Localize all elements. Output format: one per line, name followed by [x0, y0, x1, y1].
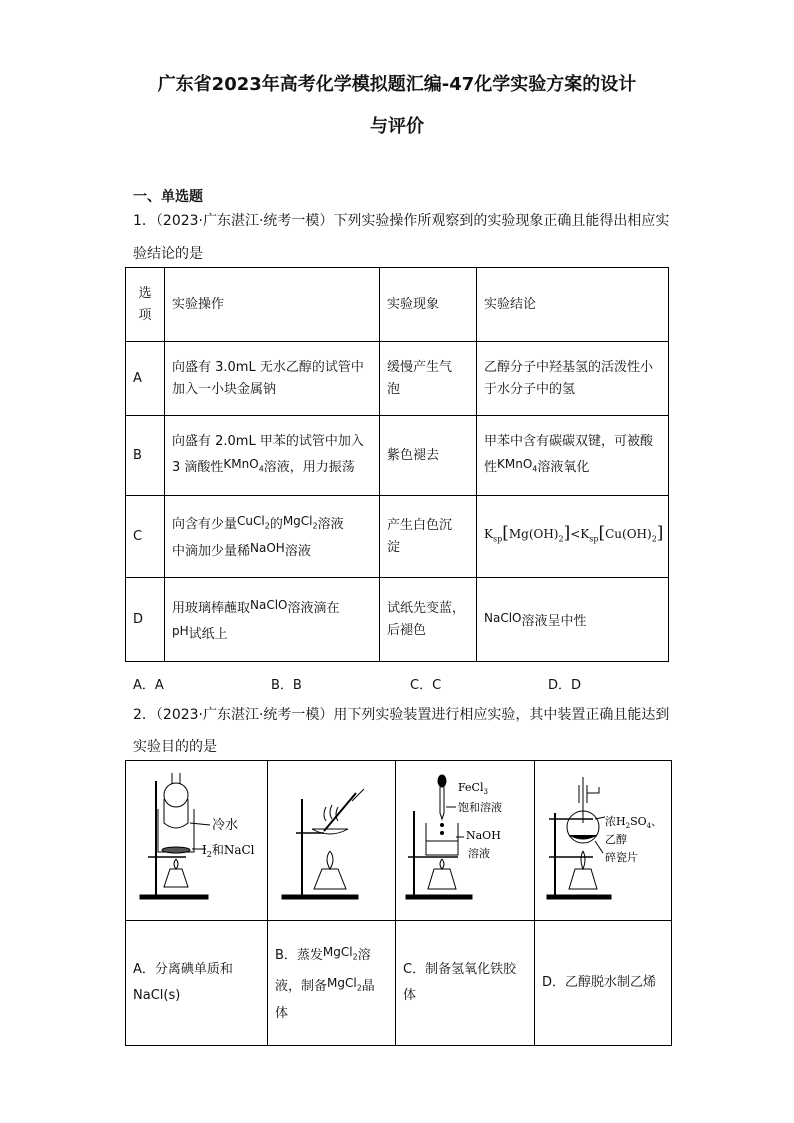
doc-title-line-1: 广东省2023年高考化学模拟题汇编-47化学实验方案的设计: [157, 74, 637, 95]
caption-d[interactable]: D．乙醇脱水制乙烯: [535, 921, 672, 1046]
alcohol-lamp: [569, 869, 597, 889]
table-row: [126, 496, 669, 578]
label-i2-nacl: $I_2$和NaCl: [202, 843, 255, 859]
round-bottom-flask: [164, 783, 188, 807]
label-saturated-solution: 饱和溶液: [458, 801, 502, 814]
header-operation: 实验操作: [165, 268, 380, 342]
stand-base: [547, 895, 611, 899]
beaker: [158, 809, 194, 852]
stand-base: [282, 895, 358, 899]
broken-porcelain: [569, 835, 597, 839]
row-operation: 向盛有 2.0mL 甲苯的试管中加入 3 滴酸性KMnO$_4$溶液，用力振荡: [165, 416, 380, 496]
row-option: B: [126, 416, 165, 496]
row-operation: 用玻璃棒蘸取NaClO溶液滴在 pH试纸上: [165, 578, 380, 662]
row-conclusion: $K_{sp}[Mg(OH)_2]<K_{sp}[Cu(OH)_2]$: [477, 496, 669, 578]
figure-cell-a: [126, 761, 268, 921]
alcohol-lamp: [314, 869, 346, 889]
flame: [440, 859, 444, 869]
label-naoh: NaOH: [466, 829, 501, 842]
row-operation: 向含有少量CuCl$_2$的MgCl$_2$溶液 中滴加少量稀NaOH溶液: [165, 496, 380, 578]
header-option: 选 项: [126, 268, 165, 342]
caption-a[interactable]: A．分离碘单质和 NaCl(s): [126, 921, 268, 1046]
label-fecl3: FeCl$_3$: [458, 781, 488, 796]
label-ethanol: 乙醇: [605, 833, 627, 846]
row-conclusion: 乙醇分子中羟基氢的活泼性小 于水分子中的氢: [477, 342, 669, 416]
flame: [581, 851, 585, 869]
header-conclusion: 实验结论: [477, 268, 669, 342]
doc-title-line-2: 与评价: [370, 116, 424, 137]
row-option: D: [126, 578, 165, 662]
row-phenomenon: 缓慢产生气 泡: [380, 342, 477, 416]
figure-cell-d: [535, 761, 672, 921]
sublimation-apparatus-diagram: [126, 761, 267, 916]
section-heading: 一、单选题: [133, 189, 203, 205]
label-naoh-solution: 溶液: [468, 847, 490, 860]
row-option: A: [126, 342, 165, 416]
caption-c[interactable]: C．制备氢氧化铁胶 体: [396, 921, 535, 1046]
table-row: [126, 268, 669, 342]
row-phenomenon: 产生白色沉 淀: [380, 496, 477, 578]
steam: [324, 805, 338, 821]
dropper-bulb: [438, 775, 446, 787]
q2-stem-line-2: 实验目的的是: [133, 739, 217, 755]
flame: [327, 851, 333, 869]
table-row: [126, 578, 669, 662]
row-conclusion: NaClO溶液呈中性: [477, 578, 669, 662]
row-operation: 向盛有 3.0mL 无水乙醇的试管中 加入一小块金属钠: [165, 342, 380, 416]
label-porcelain-chips: 碎瓷片: [605, 851, 638, 864]
beaker: [426, 823, 458, 855]
q2-stem-line-1: 2．（2023·广东湛江·统考一模）用下列实验装置进行相应实验，其中装置正确且能达到: [133, 707, 670, 723]
evaporation-apparatus-diagram: [268, 761, 395, 916]
label-cold-water: 冷水: [212, 818, 239, 833]
flame: [174, 859, 178, 869]
stand-base: [406, 895, 472, 899]
alcohol-lamp: [164, 869, 188, 887]
ethylene-apparatus-diagram: [535, 761, 671, 916]
figure-cell-c: [396, 761, 535, 921]
label-concentrated-h2so4: 浓$H_2SO_4$、: [605, 815, 663, 830]
row-option: C: [126, 496, 165, 578]
header-phenomenon: 实验现象: [380, 268, 477, 342]
q1-option-d[interactable]: D．D: [548, 678, 582, 693]
row-phenomenon: 紫色褪去: [380, 416, 477, 496]
table-row: [126, 416, 669, 496]
caption-b[interactable]: B．蒸发MgCl$_2$溶 液，制备MgCl$_2$晶 体: [268, 921, 396, 1046]
q1-table: [125, 267, 669, 662]
table-row: [126, 342, 669, 416]
q1-option-c[interactable]: C．C: [410, 678, 442, 693]
glass-rod: [324, 793, 356, 831]
q2-figure-table: [125, 760, 672, 1046]
side-tube: [587, 787, 599, 793]
row-phenomenon: 试纸先变蓝， 后褪色: [380, 578, 477, 662]
dropper: [440, 787, 444, 819]
row-conclusion: 甲苯中含有碳碳双键，可被酸 性KMnO$_4$溶液氧化: [477, 416, 669, 496]
q1-option-b[interactable]: B．B: [271, 678, 302, 693]
figure-cell-b: [268, 761, 396, 921]
q1-option-a[interactable]: A．A: [133, 678, 164, 693]
q1-stem-line-1: 1．（2023·广东湛江·统考一模）下列实验操作所观察到的实验现象正确且能得出相应实: [133, 213, 670, 229]
table-row: [126, 921, 672, 1046]
alcohol-lamp: [428, 869, 456, 889]
table-row: [126, 761, 672, 921]
colloid-apparatus-diagram: [396, 761, 534, 916]
stand-base: [140, 895, 208, 899]
solid-mixture: [162, 847, 190, 853]
q1-stem-line-2: 验结论的是: [133, 246, 203, 262]
